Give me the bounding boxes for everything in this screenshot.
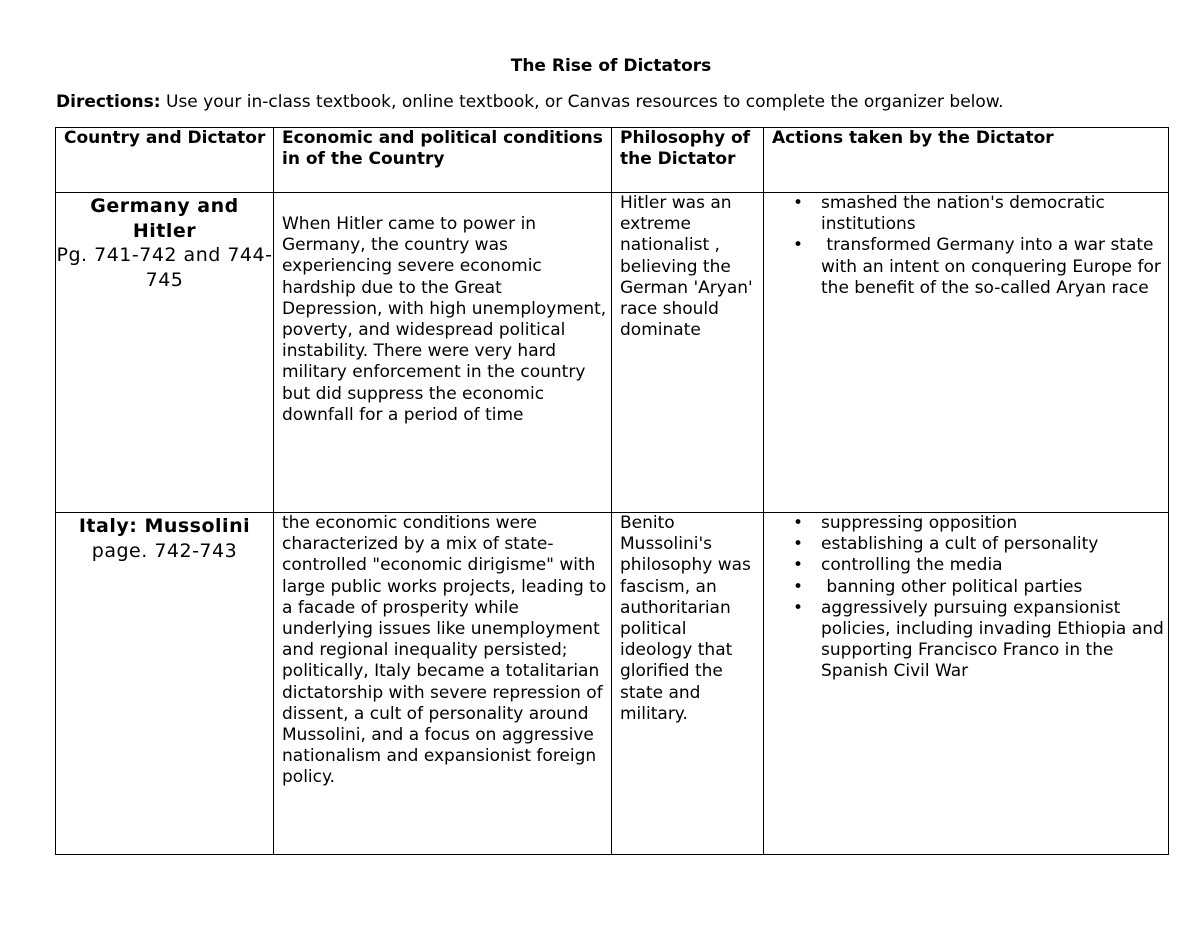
table-row: [56, 513, 1169, 855]
list-item: • transformed Germany into a war state with an intent on conquering Europe for the benefit of the so-called Aryan race: [821, 235, 1168, 299]
list-item: • controlling the media: [821, 555, 1168, 576]
page-reference: Pg. 741-742 and 744-745: [56, 244, 273, 291]
directions-label: Directions:: [56, 92, 161, 112]
actions-list: [764, 513, 1168, 683]
header-country: Country and Dictator: [56, 128, 274, 193]
list-item: • aggressively pursuing expansionist policies, including invading Ethiopia and supporting Francisco Franco in the Spanish Civil War: [821, 598, 1168, 683]
country-name: Germany and Hitler: [90, 195, 239, 242]
conditions-text: the economic conditions were characterized by a mix of state-controlled "economic dirigisme" with large public works projects, leading to a facade of prosperity while underlying issues like unemployment and regional inequality persisted; politically, Italy became a totalitarian dictatorship with severe repression of dissent, a cult of personality around Mussolini, and a focus on aggressive nationalism and expansionist foreign policy.: [282, 513, 607, 788]
header-conditions: Economic and political conditions in of the Country: [274, 128, 612, 193]
conditions-text: When Hitler came to power in Germany, the country was experiencing severe economic hardship due to the Great Depression, with high unemployment, poverty, and widespread political instability. There were very hard military enforcement in the country but did suppress the economic downfall for a period of time: [282, 214, 607, 425]
philosophy-text: Hitler was an extreme nationalist , believing the German 'Aryan' race should dominate: [620, 193, 753, 341]
philosophy-text: Benito Mussolini's philosophy was fascism, an authoritarian political ideology that glorified the state and military.: [620, 513, 751, 724]
philosophy-cell: [612, 193, 764, 513]
table-header-row: [56, 128, 1169, 193]
country-cell: [56, 513, 274, 855]
list-item: • banning other political parties: [821, 577, 1168, 598]
page-reference: page. 742-743: [91, 539, 238, 562]
header-philosophy: Philosophy of the Dictator: [612, 128, 764, 193]
list-item: • smashed the nation's democratic institutions: [821, 193, 1168, 235]
conditions-cell: [274, 513, 612, 855]
spacer: [282, 193, 607, 214]
header-actions: Actions taken by the Dictator: [764, 128, 1169, 193]
list-item: • establishing a cult of personality: [821, 534, 1168, 555]
list-item: • suppressing opposition: [821, 513, 1168, 534]
directions: [56, 91, 1004, 113]
actions-cell: [764, 193, 1169, 513]
actions-cell: [764, 513, 1169, 855]
organizer-table: [55, 127, 1169, 855]
conditions-cell: [274, 193, 612, 513]
directions-text: Use your in-class textbook, online textbook, or Canvas resources to complete the organizer below.: [160, 92, 1004, 112]
country-cell: [56, 193, 274, 513]
table-row: [56, 193, 1169, 513]
actions-list: [764, 193, 1168, 299]
philosophy-cell: [612, 513, 764, 855]
document-title: The Rise of Dictators: [510, 56, 712, 76]
country-name: Italy: Mussolini: [78, 515, 251, 537]
